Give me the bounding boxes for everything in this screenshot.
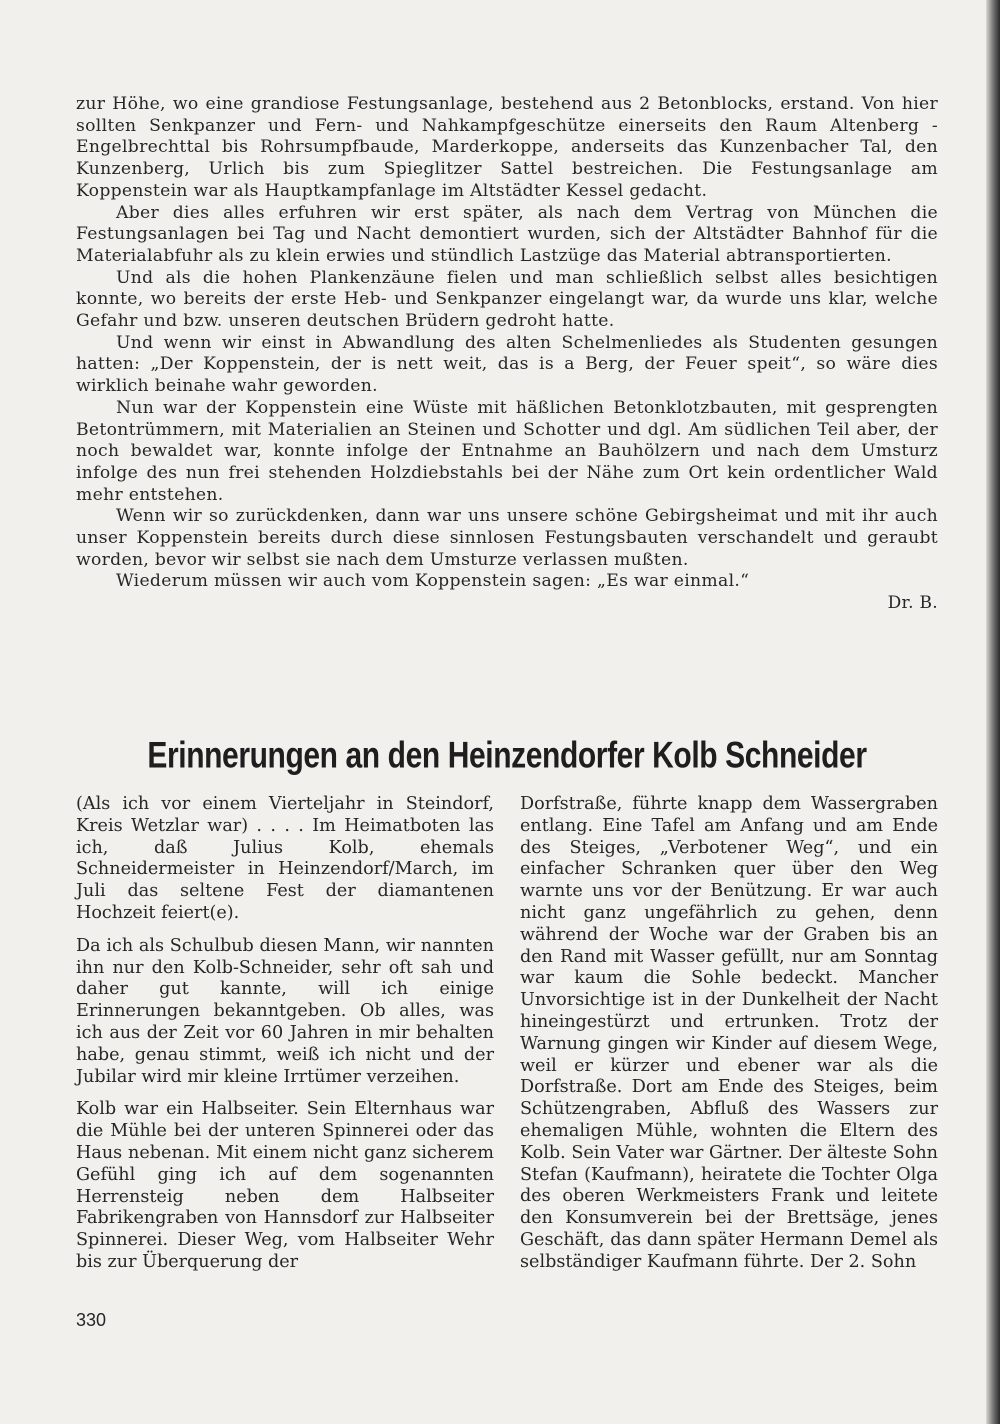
paragraph: Wiederum müssen wir auch vom Koppenstein sagen: „Es war einmal.“: [116, 571, 750, 592]
paragraph: Kolb war ein Halbseiter. Sein Elternhaus war die Mühle bei der unteren Spinnerei oder das Haus nebenan. Mit einem nicht ganz sicherem Gefühl ging ich auf dem sogenannten Herrensteig neben dem Halbseiter Fabrikengraben von Hannsdorf zur Halbseiter Spinnerei. Dieser Weg, vom Halbseiter Wehr bis zur Überquerung der: [76, 1099, 494, 1272]
paragraph: Nun war der Koppenstein eine Wüste mit häßlichen Betonklotzbauten, mit gesprengten Betontrümmern, mit Materialien an Steinen und Schotter und dgl. Am südlichen Teil aber, der noch bewaldet war, konnte infolge der Entnahme an Bauhölzern und nach dem Umsturz infolge des nun frei stehenden Holzdiebstahls bei der Nähe zum Ort kein ordentlicher Wald mehr entstehen.: [76, 397, 938, 505]
paragraph: zur Höhe, wo eine grandiose Festungsanlage, bestehend aus 2 Betonblocks, erstand. Von hier sollten Senkpanzer und Fern- und Nahkampfgeschütze einerseits den Raum Altenberg - Engelbrechttal bis Rohrsumpfbaude, Marderkoppe, anderseits das Kunzenbacher Tal, den Kunzenberg, Urlich bis zum Spieglitzer Sattel bestreichen. Die Festungsanlage am Koppenstein war als Hauptkampfanlage im Altstädter Kessel gedacht.: [76, 94, 938, 201]
paragraph: Wenn wir so zurückdenken, dann war uns unsere schöne Gebirgsheimat und mit ihr auch unser Koppenstein bereits durch diese sinnlosen Festungsbauten verschandelt und geraubt worden, bevor wir selbst sie nach dem Umsturze verlassen mußten.: [76, 506, 938, 570]
article-title: Erinnerungen an den Heinzendorfer Kolb Schneider: [147, 735, 867, 777]
paragraph: Und wenn wir einst in Abwandlung des alten Schelmenliedes als Studenten gesungen hatten: „Der Koppenstein, der is nett weit, das is a Berg, der Feuer speit“, so wäre dies wirklich beinahe wahr geworden.: [76, 332, 938, 397]
top-article-continuation: [76, 94, 938, 615]
left-column: [76, 794, 494, 1274]
paragraph: Da ich als Schulbub diesen Mann, wir nannten ihn nur den Kolb-Schneider, sehr oft sah und daher gut kannte, will ich einige Erinnerungen bekanntgeben. Ob alles, was ich aus der Zeit vor 60 Jahren in mir behalten habe, genau stimmt, weiß ich nicht und der Jubilar wird mir kleine Irrtümer verzeihen.: [76, 935, 494, 1087]
right-column: [520, 794, 938, 1274]
paragraph: Dorfstraße, führte knapp dem Wassergraben entlang. Eine Tafel am Anfang und am Ende des Steiges, „Verbotener Weg“, und ein einfacher Schranken quer über den Weg warnte uns vor der Benützung. Er war auch nicht ganz ungefährlich zu gehen, denn während der Woche war der Graben bis an den Rand mit Wasser gefüllt, nur am Sonntag war kaum die Sohle bedeckt. Mancher Unvorsichtige ist in der Dunkelheit der Nacht hineingestürzt und ertrunken. Trotz der Warnung gingen wir Kinder auf diesem Wege, weil er kürzer und ebener war als die Dorfstraße. Dort am Ende des Steiges, beim Schützengraben, Abfluß des Wassers zur ehemaligen Mühle, wohnten die Eltern des Kolb. Sein Vater war Gärtner. Der älteste Sohn Stefan (Kaufmann), heiratete die Tochter Olga des oberen Werkmeisters Frank und leitete den Konsumverein bei der Brettsäge, jenes Geschäft, das dann später Hermann Demel als selbständiger Kaufmann führte. Der 2. Sohn: [520, 794, 938, 1272]
page-number: 330: [76, 1310, 107, 1330]
page-edge-shadow: [986, 0, 1000, 1424]
paragraph: Aber dies alles erfuhren wir erst später, als nach dem Vertrag von München die Festungsanlagen bei Tag und Nacht demontiert wurden, sich der Altstädter Bahnhof für die Materialabfuhr als zu klein erwies und stündlich Lastzüge das Material abtransportierten.: [76, 202, 938, 266]
paragraph: Und als die hohen Plankenzäune fielen und man schließlich selbst alles besichtigen konnte, wo bereits der erste Heb- und Senkpanzer eingelangt war, da wurde uns klar, welche Gefahr und bzw. unseren deutschen Brüdern gedroht hatte.: [76, 267, 938, 332]
author-signature: Dr. B.: [887, 593, 938, 614]
paragraph: (Als ich vor einem Vierteljahr in Steindorf, Kreis Wetzlar war) . . . . Im Heimatboten las ich, daß Julius Kolb, ehemals Schneidermeister in Heinzendorf/March, im Juli das seltene Fest der diamantenen Hochzeit feiert(e).: [76, 794, 494, 923]
